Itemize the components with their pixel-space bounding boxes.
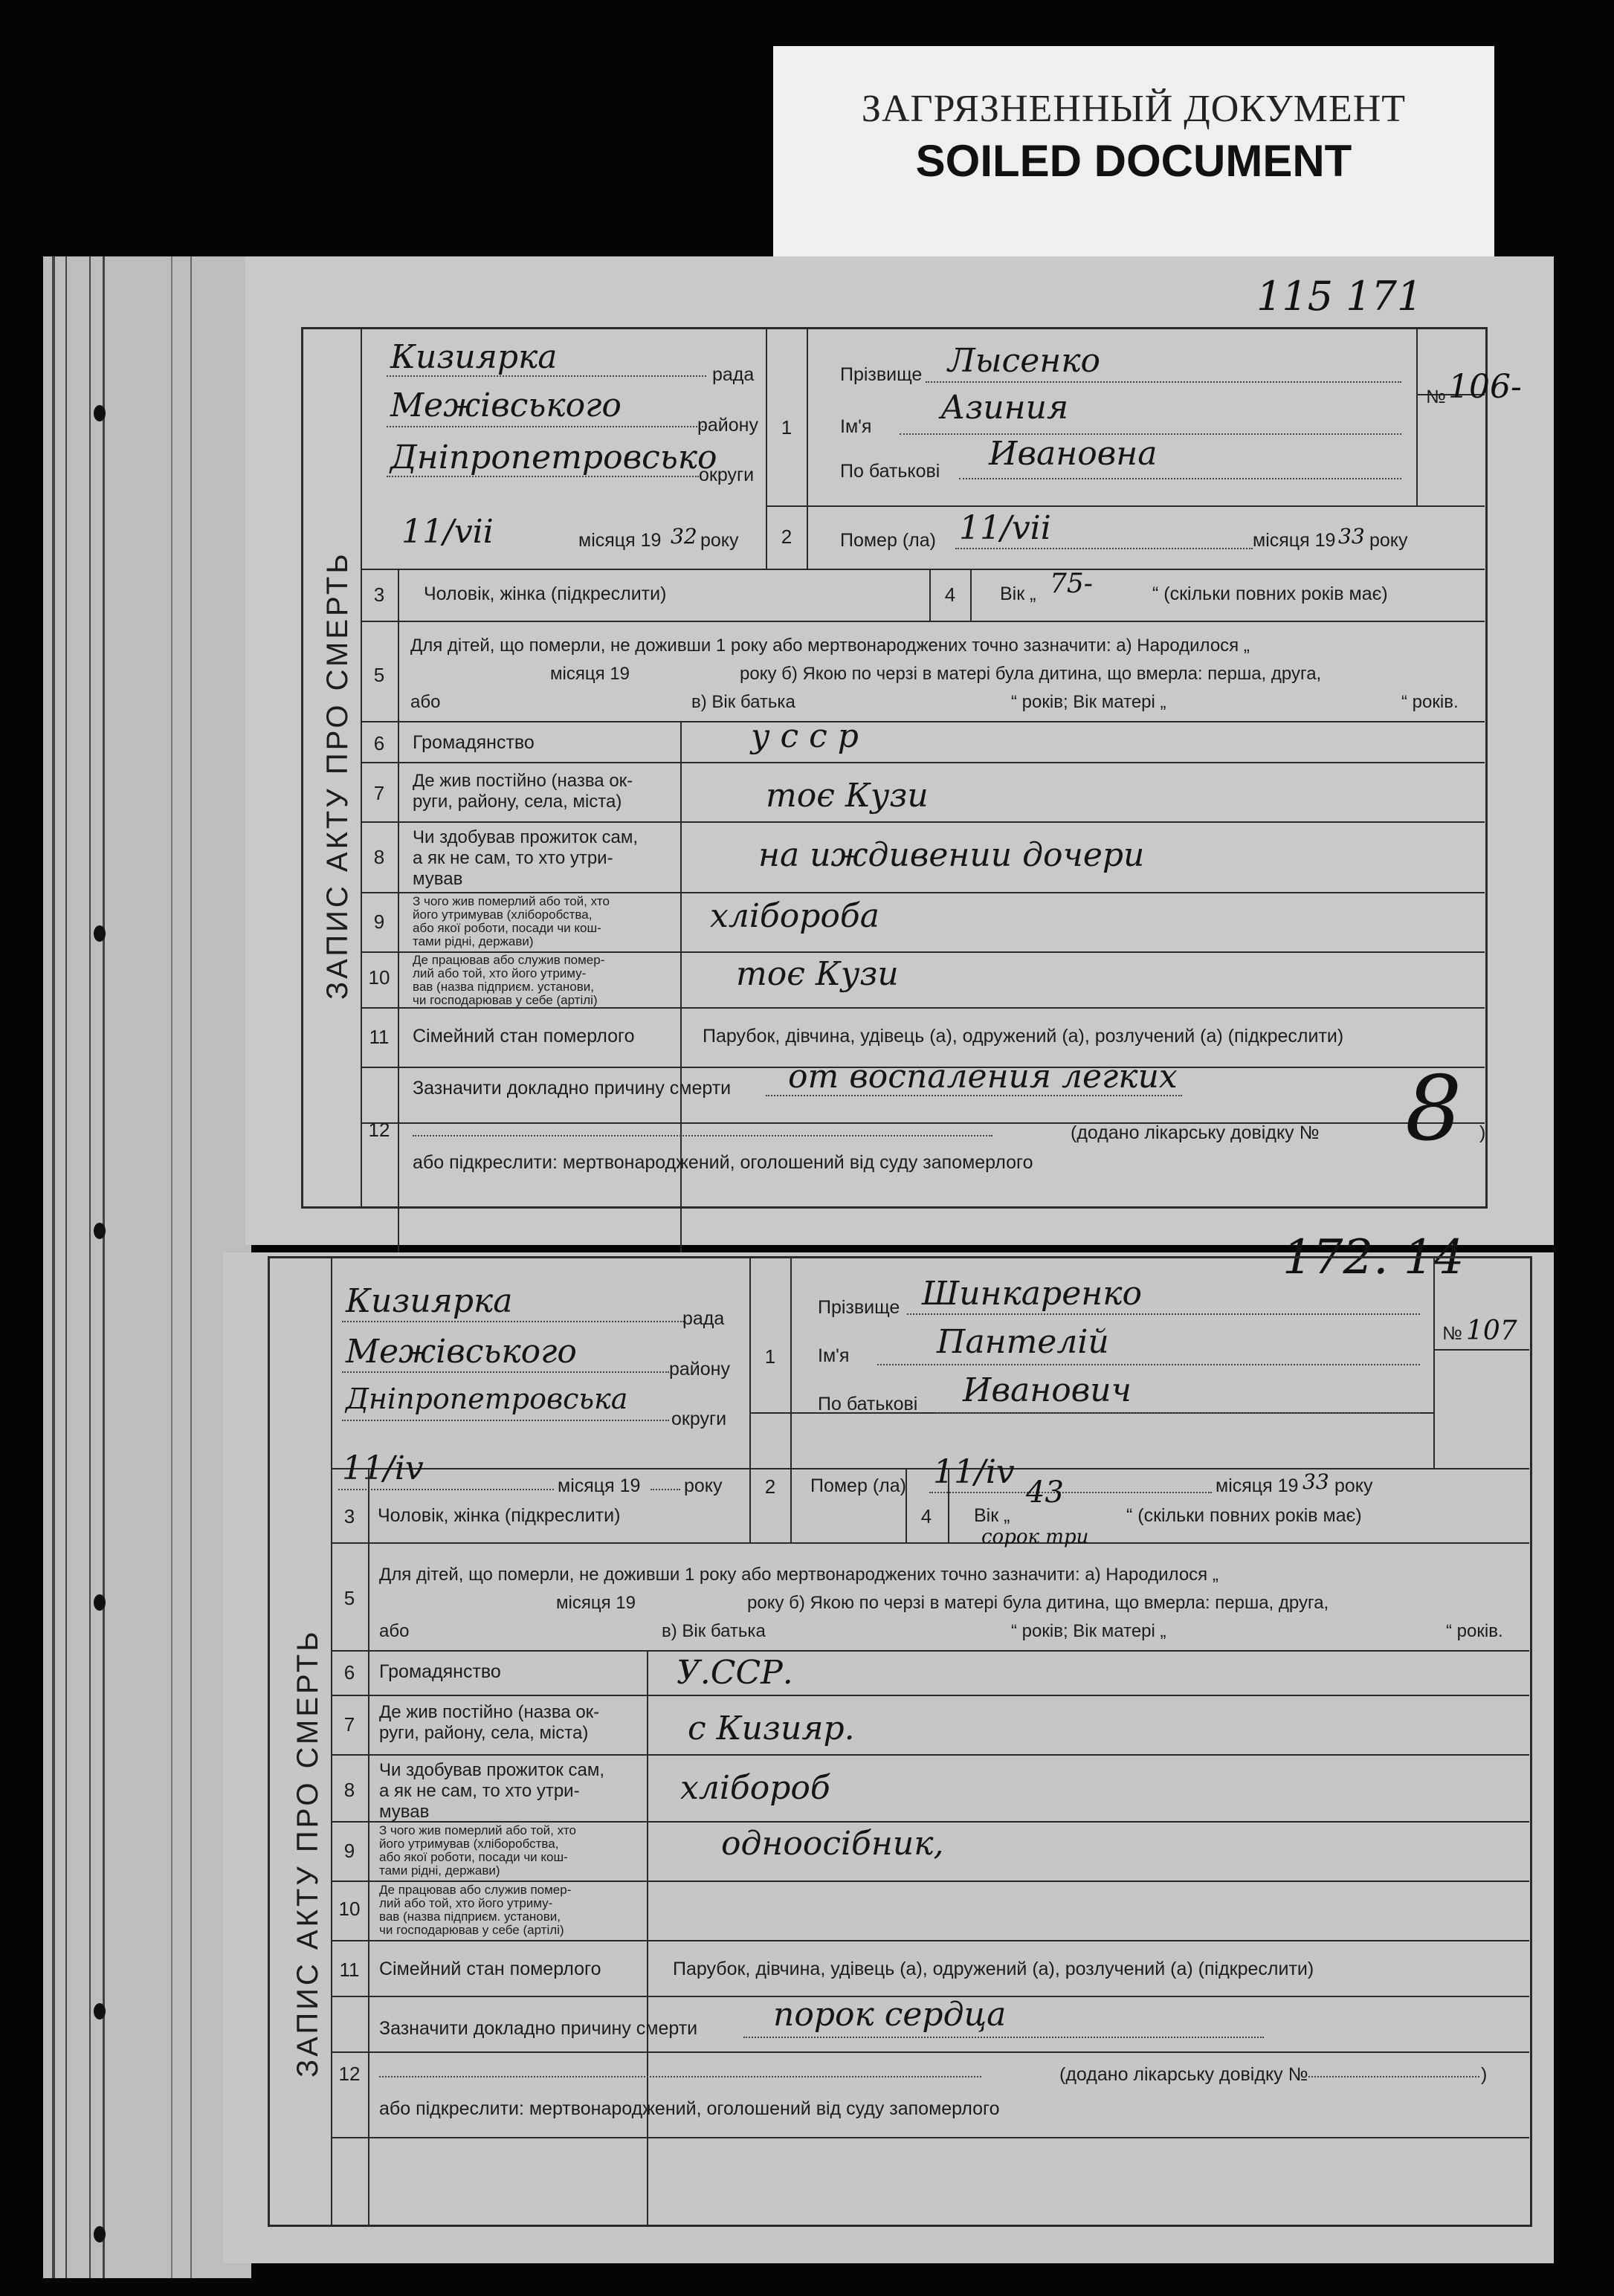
record1-sex: Чоловік, жінка (підкреслити) — [424, 583, 667, 604]
record1-name: Азиния — [940, 389, 1069, 427]
record2-surname: Шинкаренко — [922, 1275, 1142, 1313]
record1-marital-status: Парубок, дівчина, удівець (а), одружений (а), розлучений (а) (підкреслити) — [703, 1026, 1344, 1047]
record1-patronymic: Ивановна — [989, 435, 1158, 473]
record2-support: хлібороб — [680, 1769, 830, 1807]
stamp-english: SOILED DOCUMENT — [915, 136, 1352, 186]
record1-surname: Лысенко — [948, 342, 1100, 380]
record1-workplace: тоє Кузи — [736, 955, 899, 993]
record1-residence: тоє Кузи — [766, 777, 929, 815]
record1-certificate: 8 — [1405, 1058, 1462, 1161]
record1-support: на иждивении дочери — [758, 836, 1145, 874]
binder-strip — [43, 256, 251, 2278]
record1-side-title: ЗАПИС АКТУ ПРО СМЕРТЬ — [321, 551, 354, 1000]
record2-occupation: одноосібник, — [721, 1825, 944, 1863]
record2-archive-number: 172. 14 — [1282, 1230, 1465, 1285]
record2-age-words: сорок три — [981, 1526, 1089, 1548]
record1-okruha: Дніпропетровсько — [390, 439, 717, 476]
record1-number: 106- — [1448, 368, 1522, 406]
record2-rada: Кизиярка — [346, 1282, 513, 1320]
record1-raion: Межівського — [390, 387, 622, 424]
record1-rada: Кизиярка — [390, 338, 558, 376]
record1-citizenship: у с с р — [751, 717, 859, 755]
death-record-card-1: 115 171 ЗАПИС АКТУ ПРО СМЕРТЬ Кизиярка рада Межівського району Дніпропетровсько округи 11/vii місяця 19 32 року 1 2 Прізвище Лысенко Ім'я Азиния По батькові Ивановна № 106- Помер (ла) 11/vii місяця 19 33 року 3 Чоловік, жінка (підкреслити) 4 Вік „ 75- “ (скільки повних років має) 5 Для дітей, що померли, не доживши 1 року або мертвонароджених точно зазначити: а) Народилося „ місяця 19 року б) Якою по черзі в матері була дитина, що вмерла: перша, друга, або в) Вік батька “ років; Вік матері „ “ років. 6 Громадянство у с с р 7 Де жив постійно (назва ок- руги, району, села, міста) тоє Кузи 8 Чи здобував прожиток сам, а як не сам, то хто утри- мував на иждивении дочери 9 З чого жив померлий або той, хто його утримував (хліборобства, або якої роботи, посади чи кош- тами рідні, держави) хлібороба 10 Де працював або служив помер- лий або той, хто його утриму- вав (назва підприєм. установи, чи господарював у себе (артілі) тоє Кузи 11 Сімейний стан померлого Парубок, дівчина, удівець (а), одружений (а), розлучений (а) (підкреслити) 12 Зазначити докладно причину смерти от воспаления легких (додано лікарську довідку № 8 ) або підкреслити: мертвонароджений, оголошений від суду запомерлого — [245, 256, 1554, 1245]
record2-marital-status: Парубок, дівчина, удівець (а), одружений (а), розлучений (а) (підкреслити) — [673, 1959, 1314, 1979]
record1-occupation: хлібороба — [710, 897, 879, 935]
stamp-russian: ЗАГРЯЗНЕННЫЙ ДОКУМЕНТ — [861, 88, 1407, 130]
record2-death-date: 11/iv — [933, 1453, 1015, 1491]
record2-name: Пантелій — [937, 1323, 1109, 1361]
death-record-card-2: 172. 14 ЗАПИС АКТУ ПРО СМЕРТЬ Кизиярка рада Межівського району Дніпропетровська округи 11/iv місяця 19 року 1 2 Прізвище Шинкаренко Ім'я Пантелій По батькові Иванович № 107 Помер (ла) 11/iv місяця 19 33 року 3 Чоловік, жінка (підкреслити) 4 Вік „ 43 “ (скільки повних років має) сорок три 5 Для дітей, що померли, не доживши 1 року або мертвонароджених точно зазначити: а) Народилося „ місяця 19 року б) Якою по черзі в матері була дитина, що вмерла: перша, друга, або в) Вік батька “ років; Вік матері „ “ років. 6 Громадянство У.ССР. 7 Де жив постійно (назва ок- руги, району, села, міста) с Кизияр. 8 Чи здобував прожиток сам, а як не сам, то хто утри- мував хлібороб 9 З чого жив померлий або той, хто його утримував (хліборобства, або якої роботи, посади чи кош- тами рідні, держави) одноосібник, 10 Де працював або служив помер- лий або той, хто його утриму- вав (назва підприєм. установи, чи господарював у себе (артілі) 11 Сімейний стан померлого Парубок, дівчина, удівець (а), одружений (а), розлучений (а) (підкреслити) 12 Зазначити докладно причину смерти порок сердца (додано лікарську довідку № ) або підкреслити: мертвонароджений, оголошений від суду запомерлого — [223, 1252, 1554, 2263]
record1-archive-number: 115 171 — [1256, 273, 1423, 320]
record2-okruha: Дніпропетровська — [346, 1383, 628, 1415]
record2-sex: Чоловік, жінка (підкреслити) — [378, 1505, 621, 1526]
record2-cause: порок сердца — [773, 1996, 1007, 2034]
record2-citizenship: У.ССР. — [677, 1654, 793, 1692]
soiled-document-stamp — [773, 46, 1494, 262]
record1-date: 11/vii — [401, 513, 494, 551]
record1-age: 75- — [1050, 569, 1093, 599]
record2-age: 43 — [1026, 1475, 1064, 1510]
record2-number: 107 — [1466, 1316, 1517, 1346]
record2-side-title: ЗАПИС АКТУ ПРО СМЕРТЬ — [291, 1629, 324, 2077]
record1-cause: от воспаления легких — [788, 1058, 1178, 1096]
record2-residence: с Кизияр. — [688, 1710, 855, 1747]
record2-raion: Межівського — [346, 1333, 577, 1371]
record1-death-date: 11/vii — [959, 509, 1051, 547]
record2-patronymic: Иванович — [963, 1371, 1132, 1409]
record2-date: 11/iv — [342, 1449, 424, 1487]
